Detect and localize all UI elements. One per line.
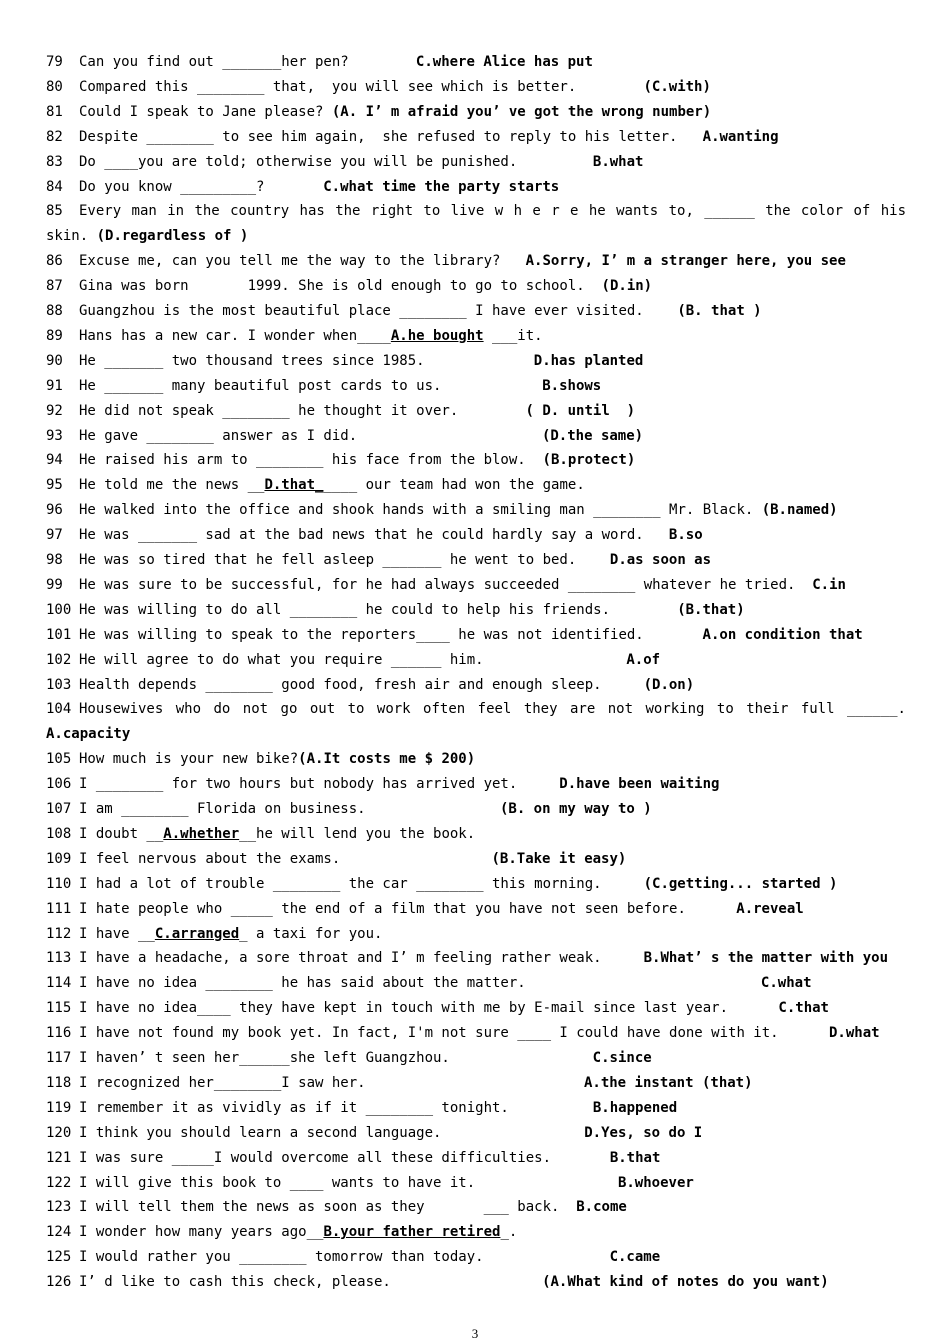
- answer-text: D.what: [828, 1025, 880, 1042]
- answer-text: C.what: [760, 975, 812, 992]
- question-number: 93: [46, 427, 63, 444]
- question-line: [46, 996, 829, 1020]
- question-number: 109: [46, 850, 72, 867]
- answer-text: (C.with): [643, 78, 711, 95]
- answer-text: A.he bought: [390, 327, 484, 344]
- answer-text: A.Sorry, I’ m a stranger here, you see: [525, 253, 846, 270]
- answer-text: C.in: [812, 576, 846, 593]
- answer-text: (B.Take it easy): [491, 850, 627, 867]
- question-number: 91: [46, 377, 63, 394]
- answer-text: (A. I’ m afraid you’ ve got the wrong number): [331, 103, 712, 120]
- question-text: Can you find out _______her pen?: [79, 54, 349, 70]
- answer-text: (B.protect): [542, 452, 636, 469]
- answer-text: B.your father retired: [323, 1224, 501, 1241]
- question-text: I haven’ t seen her______she left Guangzhou.: [79, 1050, 450, 1066]
- answer-text: C.arranged: [154, 925, 240, 942]
- question-line: [46, 75, 711, 99]
- question-line: [46, 125, 779, 149]
- question-line: [46, 274, 652, 298]
- question-text: Compared this ________ that, you will see which is better.: [79, 78, 577, 95]
- answer-text: ( D. until ): [525, 402, 636, 419]
- question-line: [46, 299, 762, 323]
- question-line: [46, 697, 906, 747]
- question-line: [46, 473, 585, 497]
- question-text: He _______ two thousand trees since 1985.: [79, 352, 425, 369]
- question-line: [46, 1171, 694, 1195]
- question-line: [46, 822, 475, 846]
- question-line: [46, 1220, 517, 1244]
- answer-text: B.What’ s the matter with you: [643, 950, 889, 967]
- answer-text: C.came: [609, 1249, 661, 1266]
- answer-text: (D.regardless of ): [96, 228, 249, 245]
- question-text: He walked into the office and shook hands with a smiling man ________ Mr. Black.: [79, 502, 754, 519]
- question-line: [46, 872, 837, 896]
- question-line: [46, 324, 543, 348]
- question-text: Hans has a new car. I wonder when____: [79, 327, 391, 344]
- question-line: [46, 797, 652, 821]
- question-number: 125: [46, 1249, 72, 1266]
- question-text: He _______ many beautiful post cards to us.: [79, 377, 442, 394]
- answer-text: A.of: [626, 651, 661, 668]
- question-number: 118: [46, 1074, 72, 1091]
- answer-text: B.come: [576, 1199, 627, 1216]
- question-line: [46, 498, 838, 522]
- question-text-tail: _ a taxi for you.: [239, 925, 383, 942]
- question-text: He raised his arm to ________ his face from the blow.: [79, 452, 526, 469]
- answer-text: B.so: [668, 527, 703, 544]
- question-text: I ________ for two hours but nobody has arrived yet.: [79, 776, 518, 793]
- answer-text: A.wanting: [702, 128, 779, 145]
- question-number: 94: [46, 452, 63, 469]
- question-text: I wonder how many years ago__: [79, 1224, 324, 1241]
- question-text: Excuse me, can you tell me the way to the library?: [79, 253, 501, 270]
- question-line: [46, 922, 382, 946]
- question-text-tail: __he will lend you the book.: [239, 825, 476, 842]
- question-text: He gave ________ answer as I did.: [79, 427, 358, 444]
- question-line: [46, 971, 812, 995]
- answer-text: A.whether: [163, 825, 240, 842]
- answer-text: D.has planted: [533, 352, 644, 369]
- question-line: [46, 150, 643, 174]
- question-line: [46, 1096, 677, 1120]
- question-number: 87: [46, 278, 63, 295]
- question-number: 126: [46, 1274, 72, 1291]
- question-line: [46, 349, 643, 373]
- question-number: 89: [46, 327, 63, 344]
- question-text: He did not speak ________ he thought it over.: [79, 402, 459, 419]
- question-number: 106: [46, 776, 72, 793]
- question-number: 103: [46, 676, 72, 693]
- question-text: Could I speak to Jane please?: [79, 103, 332, 120]
- question-text: Every man in the country has the right to live w h e r e he wants to, ______ the color of his skin.: [46, 203, 906, 245]
- question-text-tail: ____ our team had won the game.: [323, 477, 585, 494]
- question-text-tail: ___it.: [483, 327, 543, 344]
- question-text: I have not found my book yet. In fact, I'm not sure ____ I could have done with it.: [79, 1025, 779, 1042]
- answer-text: C.since: [592, 1050, 652, 1066]
- question-number: 122: [46, 1174, 72, 1191]
- question-text: He was so tired that he fell asleep _______ he went to bed.: [79, 552, 577, 568]
- question-line: [46, 374, 601, 398]
- question-text: I’ d like to cash this check, please.: [79, 1274, 391, 1291]
- question-number: 111: [46, 900, 72, 917]
- question-text: I have a headache, a sore throat and I’ m feeling rather weak.: [79, 950, 602, 967]
- answer-text: (C.getting... started ): [643, 875, 838, 892]
- question-line: [46, 772, 719, 796]
- answer-text: C.what time the party starts: [323, 178, 560, 195]
- question-number: 85: [46, 203, 63, 220]
- question-line: [46, 1270, 829, 1294]
- question-line: [46, 50, 593, 74]
- question-number: 116: [46, 1025, 72, 1042]
- question-text: I remember it as vividly as if it ________ tonight.: [79, 1099, 509, 1116]
- question-line: [46, 1121, 702, 1145]
- question-number: 102: [46, 651, 72, 668]
- question-line: [46, 1195, 627, 1219]
- question-number: 96: [46, 502, 63, 519]
- answer-text: B.that: [609, 1149, 661, 1166]
- answer-text: (B. that ): [677, 303, 762, 319]
- question-number: 84: [46, 178, 63, 195]
- question-number: 113: [46, 950, 72, 967]
- answer-text: D.that_: [264, 477, 324, 494]
- question-line: [46, 1245, 660, 1269]
- question-line: [46, 598, 745, 622]
- question-number: 95: [46, 477, 63, 494]
- answer-text: D.Yes, so do I: [584, 1124, 703, 1141]
- question-number: 86: [46, 253, 63, 270]
- question-line: [46, 199, 906, 249]
- question-line: [46, 623, 863, 647]
- question-text: He told me the news __: [79, 477, 265, 494]
- question-line: [46, 1021, 880, 1045]
- answer-text: A.on condition that: [702, 626, 863, 643]
- question-text: Health depends ________ good food, fresh air and enough sleep.: [79, 676, 602, 693]
- question-text: I had a lot of trouble ________ the car ________ this morning.: [79, 875, 602, 892]
- page-number: 3: [471, 1326, 479, 1341]
- answer-text: (B. on my way to ): [499, 801, 652, 817]
- question-text: I am ________ Florida on business.: [79, 801, 366, 817]
- question-number: 88: [46, 303, 63, 319]
- question-number: 112: [46, 925, 72, 942]
- answer-text: B.whoever: [617, 1174, 694, 1191]
- question-number: 81: [46, 103, 63, 120]
- question-line: [46, 175, 559, 199]
- question-text: I doubt __: [79, 825, 164, 842]
- question-number: 101: [46, 626, 72, 643]
- question-number: 83: [46, 153, 63, 170]
- question-text: Despite ________ to see him again, she refused to reply to his letter.: [79, 128, 678, 145]
- answer-text: C.that: [778, 1000, 829, 1017]
- answer-text: C.where Alice has put: [415, 54, 593, 70]
- question-line: [46, 1046, 652, 1070]
- question-number: 107: [46, 801, 72, 817]
- question-text: How much is your new bike?: [79, 751, 299, 768]
- answer-text: B.what: [592, 153, 644, 170]
- question-line: [46, 847, 626, 871]
- question-number: 97: [46, 527, 63, 544]
- question-text-tail: _.: [500, 1224, 518, 1241]
- answer-text: (D.on): [643, 676, 695, 693]
- question-text: He was _______ sad at the bad news that he could hardly say a word.: [79, 527, 644, 544]
- answer-text: B.shows: [542, 377, 602, 394]
- question-number: 119: [46, 1099, 72, 1116]
- question-number: 114: [46, 975, 72, 992]
- question-text: He was sure to be successful, for he had always succeeded ________ whatever he tried.: [79, 576, 796, 593]
- question-text: I will give this book to ____ wants to have it.: [79, 1174, 476, 1191]
- question-line: [46, 946, 888, 970]
- answer-text: A.reveal: [736, 900, 804, 917]
- question-number: 121: [46, 1149, 72, 1166]
- question-line: [46, 897, 804, 921]
- answer-text: A.the instant (that): [583, 1074, 753, 1091]
- answer-text: (A.What kind of notes do you want): [542, 1274, 829, 1291]
- question-line: [46, 747, 475, 771]
- question-text: He was willing to speak to the reporters____ he was not identified.: [79, 626, 644, 643]
- question-text: I have no idea____ they have kept in touch with me by E-mail since last year.: [79, 1000, 729, 1017]
- question-line: [46, 424, 643, 448]
- answer-text: (D.the same): [541, 427, 644, 444]
- question-line: [46, 448, 635, 472]
- question-text: I think you should learn a second language.: [79, 1124, 442, 1141]
- answer-text: A.capacity: [46, 726, 131, 743]
- question-line: [46, 100, 711, 124]
- question-line: [46, 648, 660, 672]
- question-number: 79: [46, 54, 63, 70]
- question-number: 104: [46, 701, 72, 718]
- question-text: I would rather you ________ tomorrow than today.: [79, 1249, 484, 1266]
- question-text: Do ____you are told; otherwise you will be punished.: [79, 153, 518, 170]
- question-text: I was sure _____I would overcome all these difficulties.: [79, 1149, 552, 1166]
- question-number: 99: [46, 576, 63, 593]
- answer-text: B.happened: [592, 1099, 678, 1116]
- question-text: Do you know _________?: [79, 178, 265, 195]
- question-text: I have __: [79, 925, 155, 942]
- question-number: 124: [46, 1224, 72, 1241]
- question-number: 98: [46, 552, 63, 568]
- question-text: I will tell them the news as soon as they ___ back.: [79, 1199, 560, 1216]
- answer-text: (A.It costs me $ 200): [298, 751, 476, 768]
- question-number: 120: [46, 1124, 72, 1141]
- answer-text: (B.named): [761, 502, 838, 519]
- question-line: [46, 399, 635, 423]
- question-line: [46, 1071, 753, 1095]
- question-number: 90: [46, 352, 63, 369]
- question-line: [46, 548, 711, 572]
- answer-text: (B.that): [677, 601, 745, 618]
- question-text: Gina was born 1999. She is old enough to go to school.: [79, 278, 585, 295]
- answer-text: D.have been waiting: [559, 776, 720, 793]
- question-text: Guangzhou is the most beautiful place ________ I have ever visited.: [79, 303, 644, 319]
- question-text: I recognized her________I saw her.: [79, 1074, 366, 1091]
- question-number: 80: [46, 78, 63, 95]
- question-number: 100: [46, 601, 72, 618]
- answer-text: D.as soon as: [609, 552, 712, 568]
- question-number: 105: [46, 751, 72, 768]
- question-text: I have no idea ________ he has said about the matter.: [79, 975, 526, 992]
- question-number: 82: [46, 128, 63, 145]
- question-line: [46, 1146, 660, 1170]
- question-number: 115: [46, 1000, 72, 1017]
- answer-text: (D.in): [601, 278, 653, 295]
- question-number: 108: [46, 825, 72, 842]
- question-line: [46, 249, 846, 273]
- question-text: I feel nervous about the exams.: [79, 850, 341, 867]
- question-line: [46, 673, 694, 697]
- question-text: He will agree to do what you require ______ him.: [79, 651, 484, 668]
- question-number: 117: [46, 1050, 72, 1066]
- question-line: [46, 573, 846, 597]
- question-number: 92: [46, 402, 63, 419]
- question-text: I hate people who _____ the end of a film that you have not seen before.: [79, 900, 686, 917]
- question-number: 123: [46, 1199, 72, 1216]
- question-number: 110: [46, 875, 72, 892]
- question-text: He was willing to do all ________ he could to help his friends.: [79, 601, 611, 618]
- question-text: Housewives who do not go out to work often feel they are not working to their full ______.: [79, 701, 906, 718]
- question-line: [46, 523, 703, 547]
